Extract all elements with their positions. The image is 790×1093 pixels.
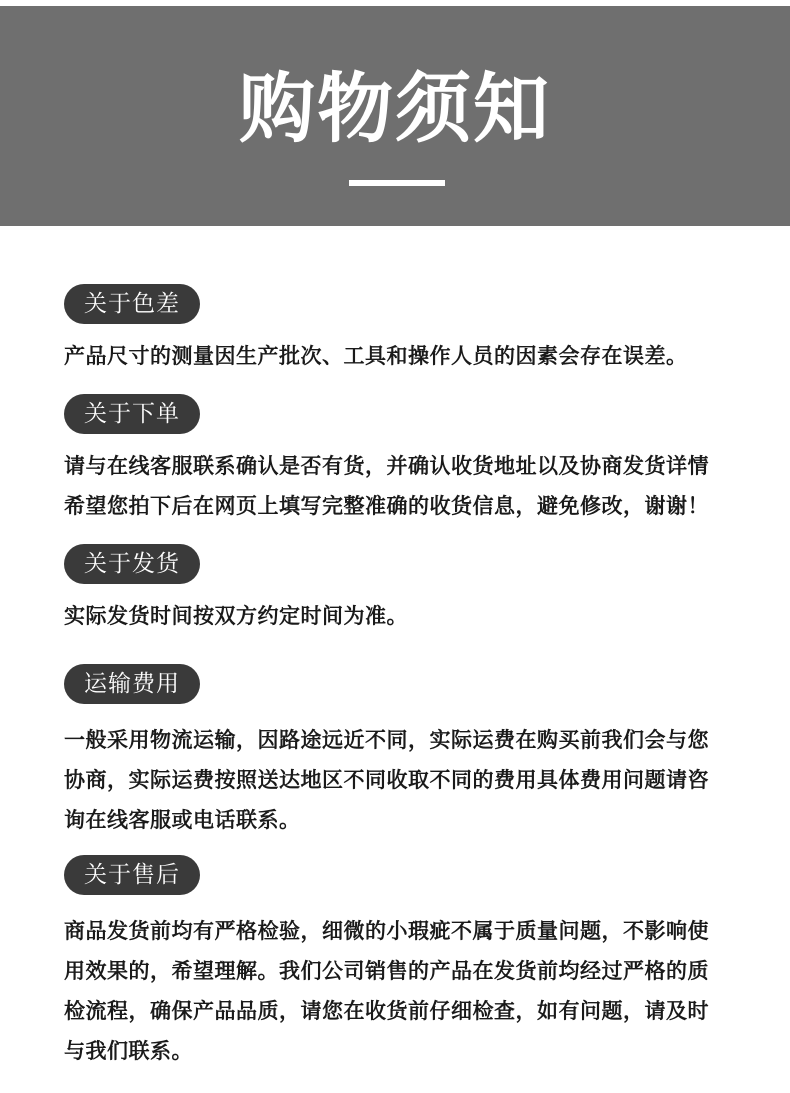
body-line: 检流程，确保产品品质，请您在收货前仔细检查，如有问题，请及时 — [64, 999, 709, 1023]
body-line: 协商，实际运费按照送达地区不同收取不同的费用具体费用问题请咨 — [64, 768, 709, 792]
body-line: 询在线客服或电话联系。 — [64, 808, 301, 832]
title-underline — [349, 180, 445, 186]
body-line: 商品发货前均有严格检验，细微的小瑕疵不属于质量问题，不影响使 — [64, 919, 709, 943]
section-color-difference — [64, 284, 754, 376]
body-line: 请与在线客服联系确认是否有货，并确认收货地址以及协商发货详情 — [64, 454, 709, 478]
section-ordering — [64, 394, 754, 526]
section-after-sales — [64, 855, 754, 1071]
section-tag: 关于售后 — [64, 855, 200, 895]
section-tag: 关于色差 — [64, 284, 200, 324]
section-body — [64, 720, 754, 840]
section-body — [64, 446, 754, 526]
section-body — [64, 596, 754, 636]
body-line: 实际发货时间按双方约定时间为准。 — [64, 604, 408, 628]
section-shipping-fees — [64, 664, 754, 840]
section-tag: 关于发货 — [64, 544, 200, 584]
body-line: 一般采用物流运输，因路途远近不同，实际运费在购买前我们会与您 — [64, 728, 709, 752]
body-line: 希望您拍下后在网页上填写完整准确的收货信息，避免修改，谢谢！ — [64, 494, 709, 518]
body-line: 用效果的，希望理解。我们公司销售的产品在发货前均经过严格的质 — [64, 959, 709, 983]
body-line: 产品尺寸的测量因生产批次、工具和操作人员的因素会存在误差。 — [64, 344, 688, 368]
page-title: 购物须知 — [239, 64, 551, 153]
section-body — [64, 336, 754, 376]
section-shipping — [64, 544, 754, 636]
section-body — [64, 911, 754, 1071]
section-tag: 运输费用 — [64, 664, 200, 704]
section-tag: 关于下单 — [64, 394, 200, 434]
body-line: 与我们联系。 — [64, 1039, 193, 1063]
header-banner — [0, 6, 790, 226]
